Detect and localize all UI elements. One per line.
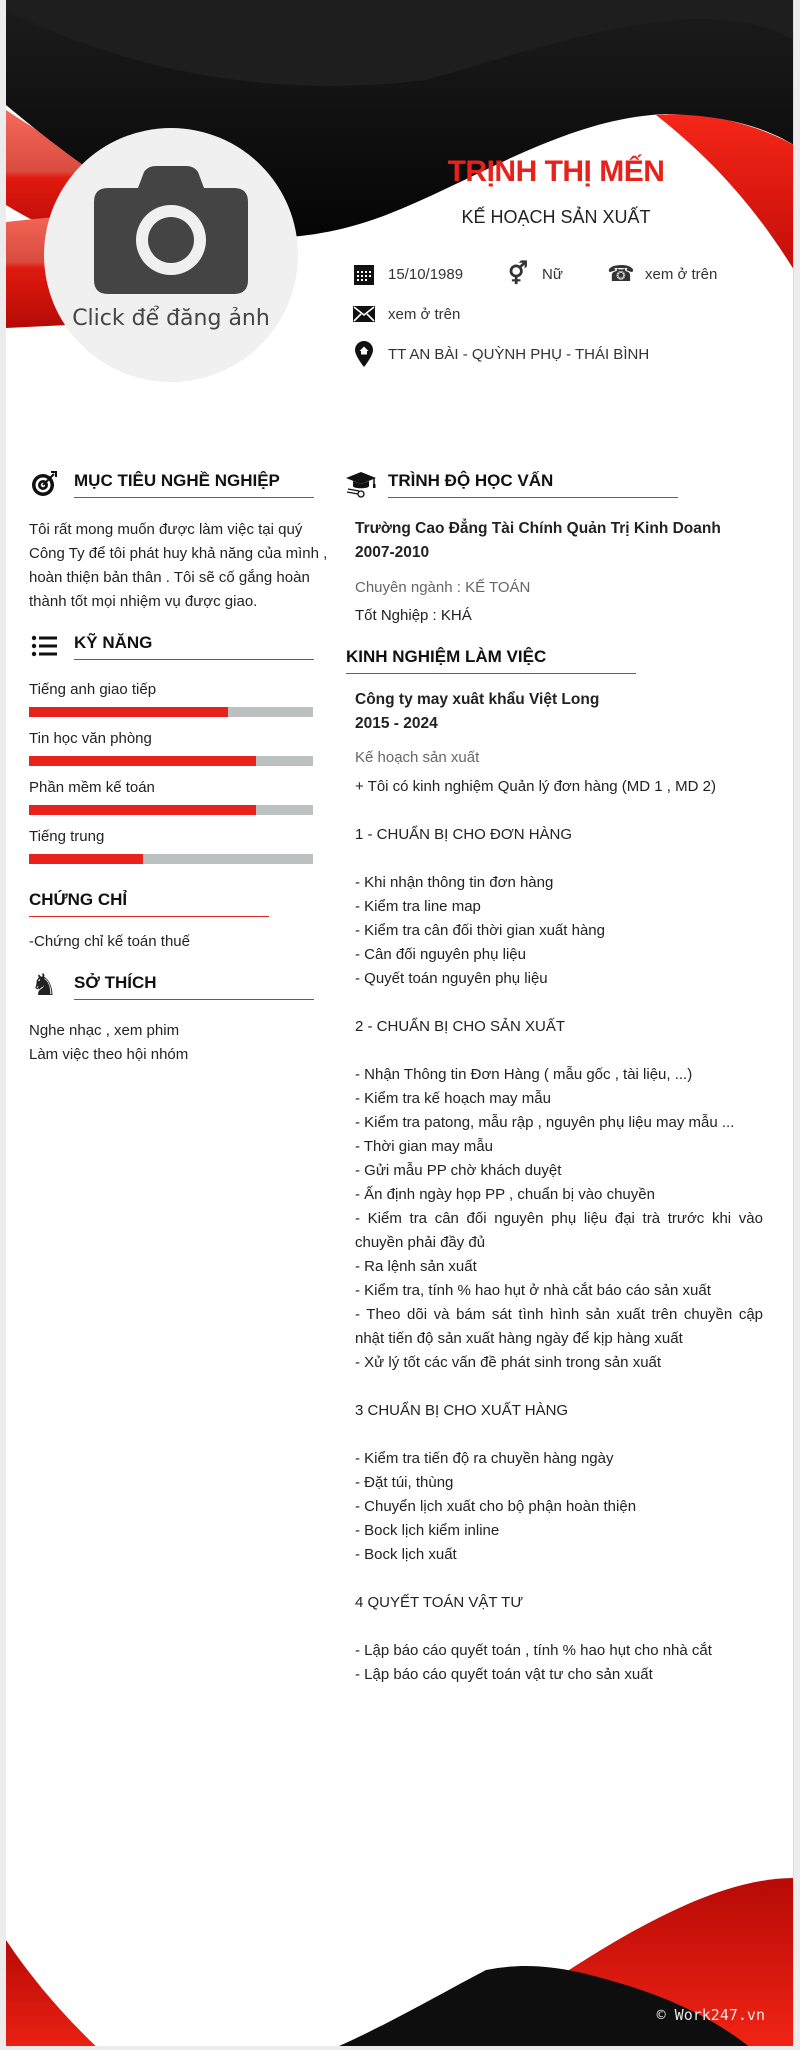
school-name: Trường Cao Đẳng Tài Chính Quản Trị Kinh Doanh [355, 520, 721, 537]
section-objective-header [29, 470, 314, 498]
skill-bar [29, 707, 313, 717]
phone-value: xem ở trên [645, 265, 718, 283]
contact-gender [506, 262, 563, 286]
candidate-name: TRỊNH THỊ MẾN [447, 155, 665, 188]
experience-line: - Xử lý tốt các vấn đề phát sinh trong sản xuất [355, 1354, 662, 1371]
skill-label: Tiếng trung [29, 828, 105, 845]
experience-line: - Kiểm tra, tính % hao hụt ở nhà cắt báo cáo sản xuất [355, 1282, 711, 1299]
watermark: © Work247.vn [656, 2006, 765, 2024]
experience-line: 3 CHUẨN BỊ CHO XUẤT HÀNG [355, 1402, 569, 1419]
calendar-icon [352, 262, 376, 286]
experience-line: + Tôi có kinh nghiệm Quản lý đơn hàng (MD 1 , MD 2) [355, 778, 716, 795]
experience-line: - Lập báo cáo quyết toán vật tư cho sản xuất [355, 1666, 653, 1683]
experience-line: 1 - CHUẨN BỊ CHO ĐƠN HÀNG [355, 826, 573, 843]
gender-icon: ⚥ [508, 261, 528, 286]
experience-line: - Gửi mẫu PP chờ khách duyệt [355, 1162, 562, 1179]
experience-line: - Kiểm tra cân đối thời gian xuất hàng [355, 922, 605, 939]
list-icon [29, 632, 59, 660]
section-hobbies-header [29, 969, 314, 1002]
objective-line: Tôi rất mong muốn được làm việc tại quý [29, 521, 303, 538]
skill-label: Tin học văn phòng [29, 730, 152, 747]
experience-line: - Chuyển lịch xuất cho bộ phận hoàn thiện [355, 1498, 637, 1515]
company-years: 2015 - 2024 [355, 715, 438, 732]
objective-line: thành tốt mọi nhiệm vụ được giao. [29, 593, 258, 610]
section-title: SỞ THÍCH [74, 973, 314, 1000]
photo-upload-label: Click để đăng ảnh [72, 306, 270, 331]
experience-line: - Theo dõi và bám sát tình hình sản xuất trên chuyền cập nhật tiến độ sản xuất hàng ngày để kịp hàng xuất [355, 1306, 763, 1347]
section-title: KỸ NĂNG [74, 633, 314, 660]
certificate-item: -Chứng chỉ kế toán thuế [29, 933, 190, 950]
skill-label: Phần mềm kế toán [29, 779, 155, 796]
cv-page [6, 0, 794, 2046]
skill-label: Tiếng anh giao tiếp [29, 681, 157, 698]
education-major: Chuyên ngành : KẾ TOÁN [355, 579, 531, 596]
gender-value: Nữ [542, 265, 563, 283]
experience-line [355, 1375, 763, 1399]
experience-line: - Khi nhận thông tin đơn hàng [355, 874, 554, 891]
experience-line: - Cân đối nguyên phụ liệu [355, 946, 526, 963]
camera-icon [94, 166, 248, 294]
section-title: CHỨNG CHỈ [29, 890, 269, 917]
experience-line: - Kiểm tra patong, mẫu rập , nguyên phụ liệu may mẫu ... [355, 1114, 735, 1131]
hobbies-list [29, 1019, 188, 1067]
skill-bar [29, 756, 313, 766]
job-position: Kế hoạch sản xuất [355, 749, 480, 766]
experience-line: - Kiểm tra kế hoạch may mẫu [355, 1090, 551, 1107]
school-years: 2007-2010 [355, 544, 430, 561]
address-value: TT AN BÀI - QUỲNH PHỤ - THÁI BÌNH [388, 345, 650, 363]
experience-line: - Kiểm tra line map [355, 898, 481, 915]
section-title: MỤC TIÊU NGHỀ NGHIỆP [74, 471, 314, 498]
experience-line: - Ấn định ngày họp PP , chuẩn bị vào chuyền [355, 1186, 655, 1203]
contact-phone [609, 262, 717, 286]
section-skills-header [29, 632, 314, 660]
objective-text [29, 518, 329, 614]
skill-bar-fill [29, 854, 143, 864]
objective-line: hoàn thiện bản thân . Tôi sẽ cố gắng hoàn [29, 569, 310, 586]
contact-email [352, 302, 460, 326]
contact-birthday [352, 262, 463, 286]
skill-bar [29, 805, 313, 815]
skill-bar-fill [29, 707, 228, 717]
experience-line [355, 1039, 763, 1063]
experience-line [355, 799, 763, 823]
experience-line [355, 1615, 763, 1639]
skill-bar-fill [29, 756, 256, 766]
section-title: KINH NGHIỆM LÀM VIỆC [346, 647, 636, 674]
section-certificates-header [29, 890, 269, 917]
skill-bar-fill [29, 805, 256, 815]
experience-line: - Kiểm tra tiến độ ra chuyền hàng ngày [355, 1450, 614, 1467]
skill-bar [29, 854, 313, 864]
phone-icon: ☎ [607, 261, 635, 286]
experience-line: - Lập báo cáo quyết toán , tính % hao hụt cho nhà cắt [355, 1642, 712, 1659]
graduation-cap-icon [346, 470, 376, 498]
experience-line [355, 991, 763, 1015]
experience-line [355, 847, 763, 871]
experience-line: - Bock lịch xuất [355, 1546, 457, 1563]
email-value: xem ở trên [388, 305, 461, 323]
experience-line: - Quyết toán nguyên phụ liệu [355, 970, 548, 987]
hobby-item: Nghe nhạc , xem phim [29, 1022, 180, 1039]
section-experience-header [346, 647, 636, 674]
contact-address [352, 342, 649, 366]
location-home-icon [352, 342, 376, 366]
section-education-header [346, 470, 678, 498]
section-title: TRÌNH ĐỘ HỌC VẤN [388, 471, 678, 498]
chess-knight-icon: ♞ [30, 969, 58, 1002]
experience-line: - Đặt túi, thùng [355, 1474, 454, 1491]
objective-line: Công Ty để tôi phát huy khả năng của mình , [29, 545, 328, 562]
birthday-value: 15/10/1989 [388, 265, 464, 283]
experience-line [355, 1423, 763, 1447]
experience-line: - Kiểm tra cân đối nguyên phụ liệu đại trà trước khi vào chuyền phải đầy đủ [355, 1210, 763, 1251]
photo-upload[interactable] [44, 128, 298, 382]
job-title: KẾ HOẠCH SẢN XUẤT [461, 207, 651, 227]
experience-line: 4 QUYẾT TOÁN VẬT TƯ [355, 1594, 524, 1611]
experience-line: - Thời gian may mẫu [355, 1138, 493, 1155]
experience-line: 2 - CHUẨN BỊ CHO SẢN XUẤT [355, 1018, 566, 1035]
target-icon [29, 470, 59, 498]
experience-line: - Bock lịch kiểm inline [355, 1522, 500, 1539]
envelope-icon [352, 302, 376, 326]
hobby-item: Làm việc theo hội nhóm [29, 1046, 189, 1063]
experience-line: - Nhận Thông tin Đơn Hàng ( mẫu gốc , tài liệu, ...) [355, 1066, 693, 1083]
experience-line [355, 1567, 763, 1591]
company-name: Công ty may xuât khẩu Việt Long [355, 691, 600, 708]
education-grade: Tốt Nghiệp : KHÁ [355, 607, 472, 624]
experience-line: - Ra lệnh sản xuất [355, 1258, 477, 1275]
experience-details [355, 775, 763, 1687]
